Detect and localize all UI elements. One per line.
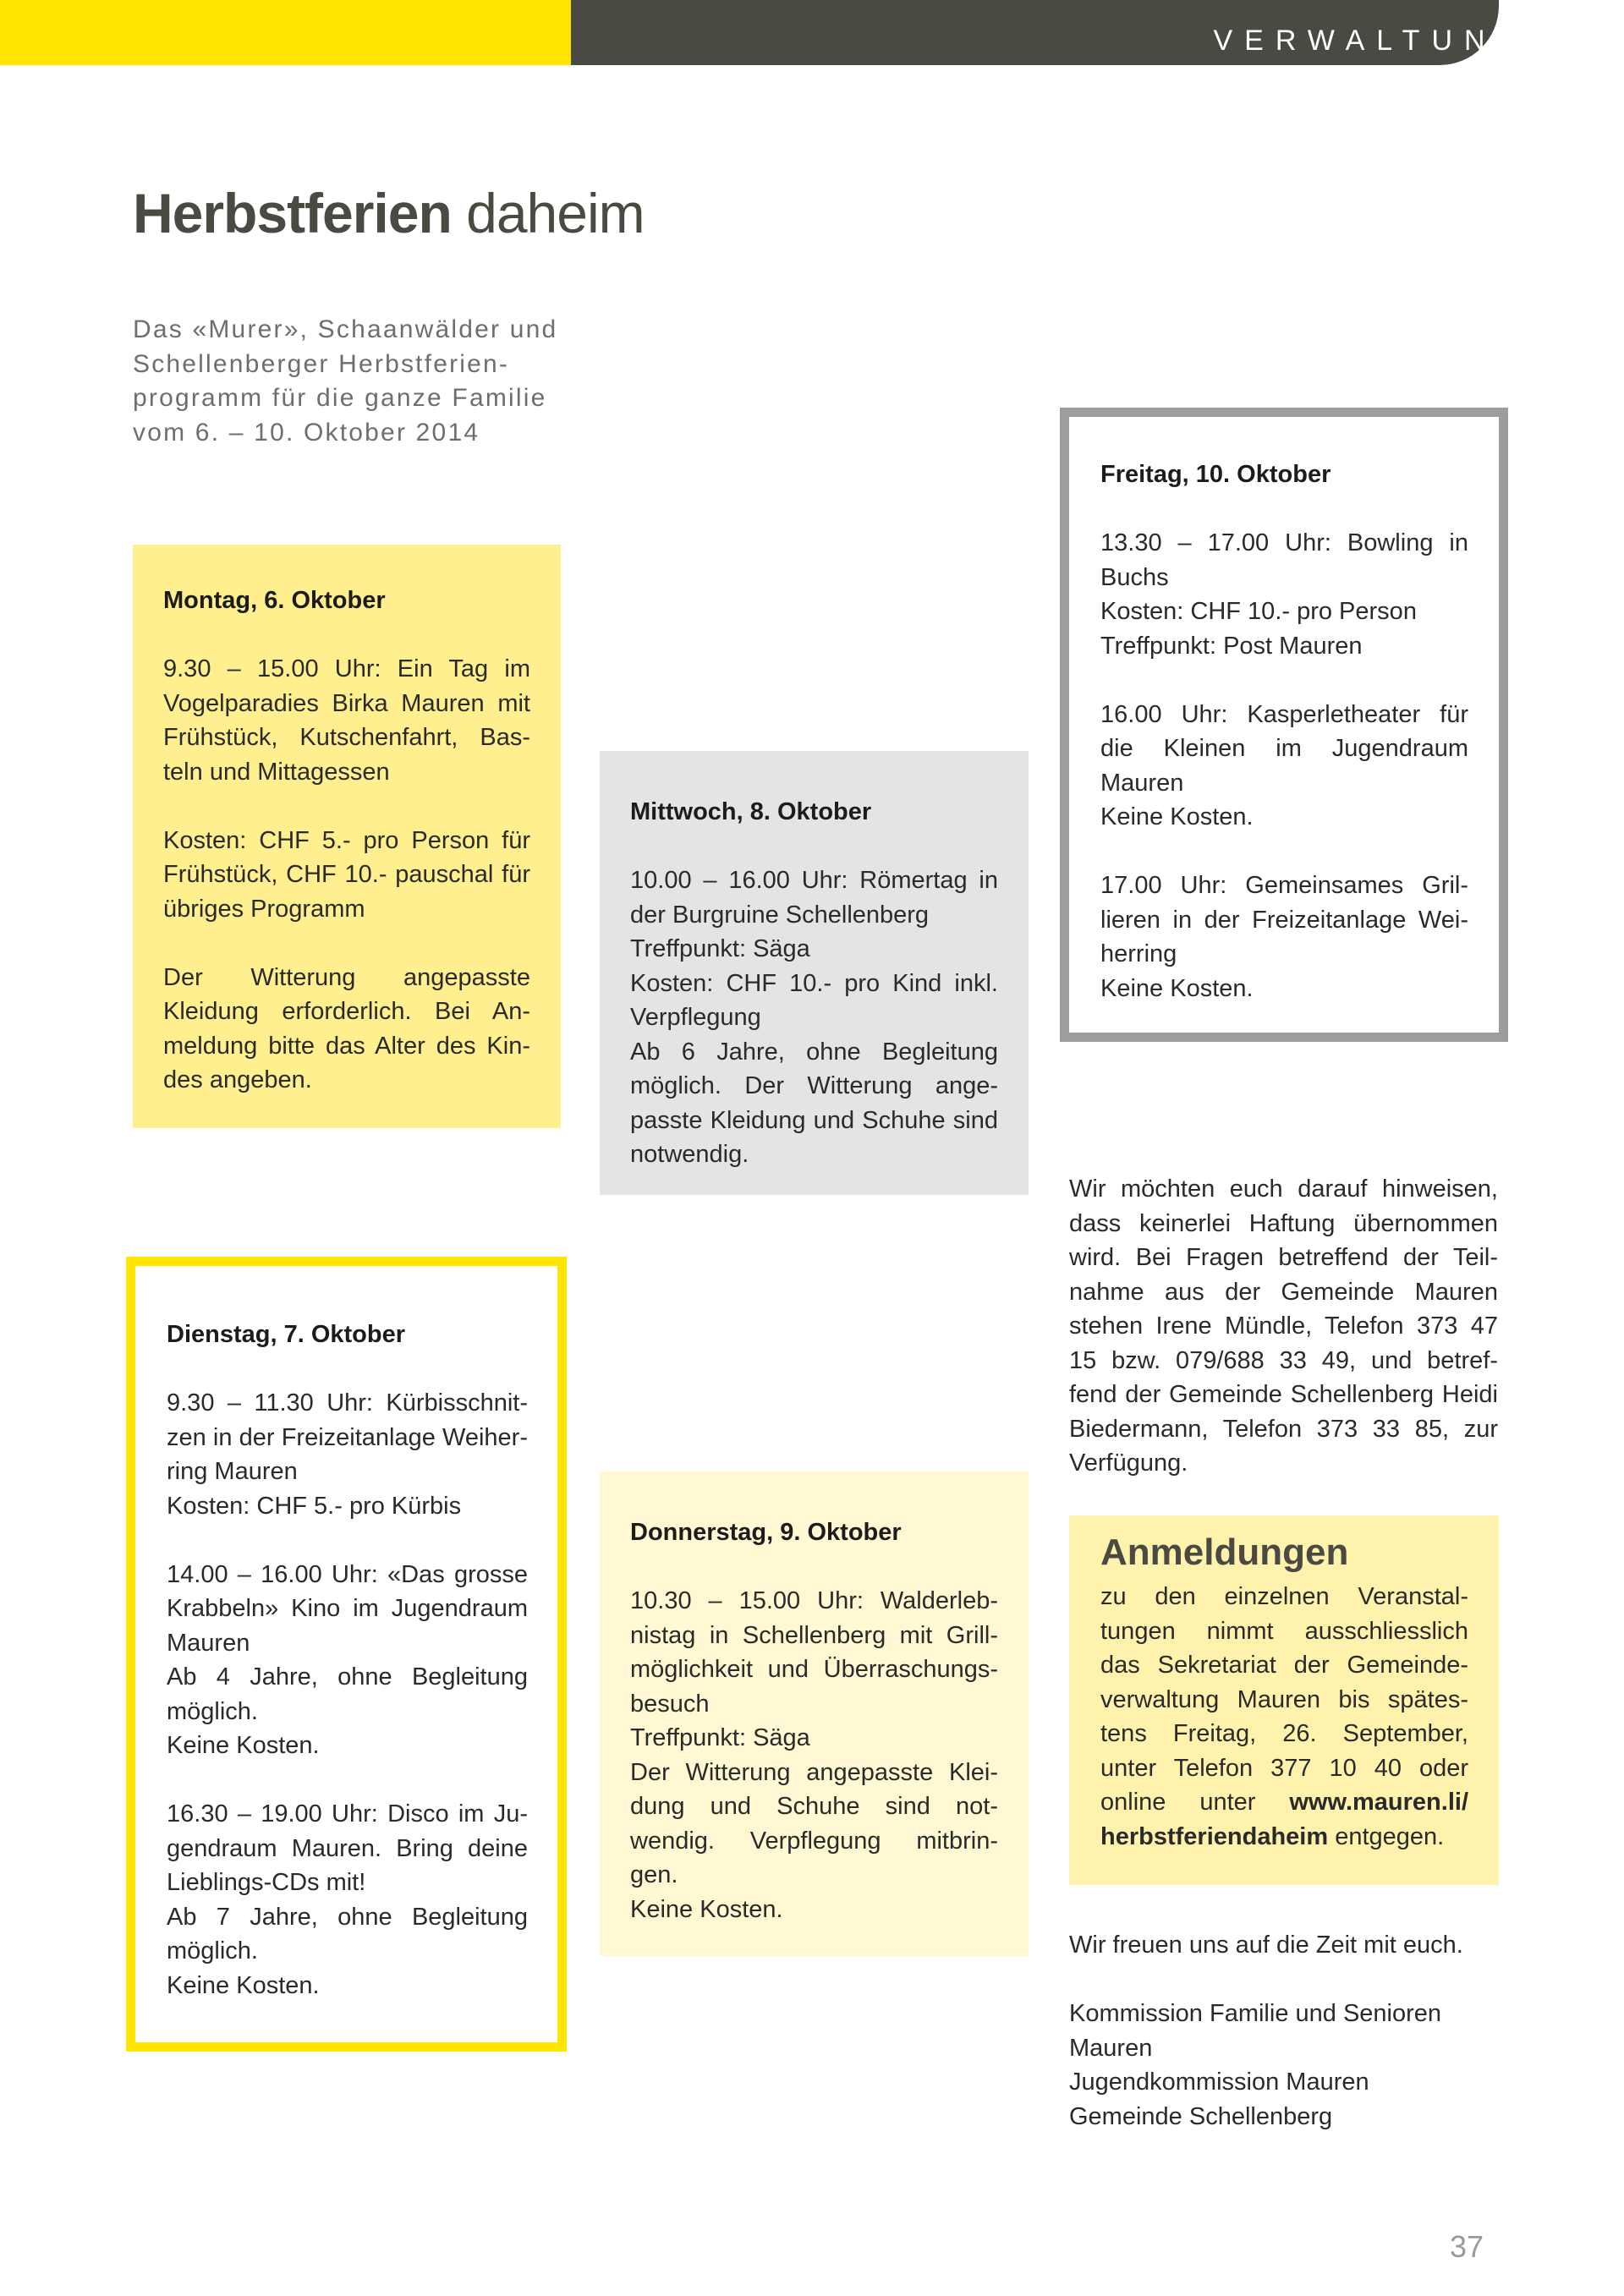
tuesday-line: möglich. — [167, 1697, 258, 1725]
registration-line: das Sekretariat der Gemeinde- — [1100, 1652, 1468, 1679]
closing-line: Wir freuen uns auf die Zeit mit euch. — [1069, 1932, 1463, 1959]
registration-online-line — [1100, 1785, 1468, 1820]
thursday-line: Keine Kosten. — [630, 1895, 783, 1923]
friday-line: Kosten: CHF 10.- pro Person — [1100, 598, 1417, 625]
friday-line: Mauren — [1100, 769, 1184, 797]
registration-url-link[interactable]: www.mauren.li/ — [1289, 1789, 1468, 1816]
title-light: daheim — [451, 182, 645, 244]
header-band-yellow — [0, 0, 571, 65]
thursday-line: Treffpunkt: Säga — [630, 1724, 810, 1751]
intro-line: programm für die ganze Familie — [133, 384, 547, 412]
friday-line: Treffpunkt: Post Mauren — [1100, 632, 1363, 660]
friday-line: 16.00 Uhr: Kasperletheater für — [1100, 700, 1468, 728]
intro-line: Schellenberger Herbstferien- — [133, 349, 510, 378]
monday-line: Frühstück, CHF 10.- pauschal für — [163, 861, 530, 888]
tuesday-heading: Dienstag, 7. Oktober — [167, 1321, 406, 1348]
notice-line: 15 bzw. 079/688 33 49, und betref- — [1069, 1346, 1498, 1374]
tuesday-box — [126, 1257, 567, 2052]
monday-line: teln und Mittagessen — [163, 758, 390, 786]
friday-heading: Freitag, 10. Oktober — [1100, 461, 1331, 488]
monday-line: Kosten: CHF 5.- pro Person für — [163, 826, 530, 854]
monday-line: Vogelparadies Birka Mauren mit — [163, 689, 530, 717]
monday-line: übriges Programm — [163, 895, 365, 923]
page-title — [133, 179, 645, 247]
notice-line: Wir möchten euch darauf hinweisen, — [1069, 1175, 1498, 1203]
wednesday-line: Treffpunkt: Säga — [630, 935, 810, 962]
monday-box — [133, 545, 561, 1128]
wednesday-line: Kosten: CHF 10.- pro Kind inkl. — [630, 969, 998, 997]
thursday-line: besuch — [630, 1690, 710, 1718]
section-label: VERWALTUNG — [1213, 25, 1531, 57]
tuesday-line: 16.30 – 19.00 Uhr: Disco im Ju- — [167, 1800, 528, 1827]
registration-suffix: entgegen. — [1328, 1822, 1445, 1850]
registration-url-line — [1100, 1820, 1468, 1855]
thursday-line: Der Witterung angepasste Klei- — [630, 1758, 998, 1786]
thursday-line: dung und Schuhe sind not- — [630, 1793, 998, 1820]
signoff-line: Kommission Familie und Senioren — [1069, 2000, 1442, 2027]
intro-text — [133, 313, 573, 450]
wednesday-line: der Burgruine Schellenberg — [630, 901, 930, 929]
wednesday-box — [600, 751, 1029, 1195]
monday-line: meldung bitte das Alter des Kin- — [163, 1032, 530, 1060]
tuesday-line: ring Mauren — [167, 1458, 298, 1485]
page-number: 37 — [1449, 2229, 1484, 2264]
title-bold: Herbstferien — [133, 182, 452, 244]
wednesday-line: Verpflegung — [630, 1004, 761, 1031]
registration-heading: Anmeldungen — [1100, 1532, 1349, 1573]
monday-line: Frühstück, Kutschenfahrt, Bas- — [163, 724, 530, 751]
registration-line: tens Freitag, 26. September, — [1100, 1720, 1468, 1747]
tuesday-line: Ab 7 Jahre, ohne Begleitung — [167, 1903, 528, 1931]
tuesday-line: zen in der Freizeitanlage Weiher- — [167, 1423, 528, 1451]
tuesday-line: Keine Kosten. — [167, 1971, 320, 1999]
wednesday-line: Ab 6 Jahre, ohne Begleitung — [630, 1038, 998, 1066]
wednesday-line: 10.00 – 16.00 Uhr: Römertag in — [630, 867, 998, 894]
tuesday-line: Keine Kosten. — [167, 1732, 320, 1759]
thursday-line: 10.30 – 15.00 Uhr: Walderleb- — [630, 1587, 998, 1614]
wednesday-heading: Mittwoch, 8. Oktober — [630, 798, 872, 825]
notice-line: Verfügung. — [1069, 1449, 1188, 1477]
tuesday-line: gendraum Mauren. Bring deine — [167, 1834, 528, 1862]
notice-line: stehen Irene Mündle, Telefon 373 47 — [1069, 1312, 1498, 1340]
friday-line: 13.30 – 17.00 Uhr: Bowling in — [1100, 529, 1468, 556]
registration-line: zu den einzelnen Veranstal- — [1100, 1583, 1468, 1610]
intro-line: Das «Murer», Schaanwälder und — [133, 315, 558, 343]
thursday-heading: Donnerstag, 9. Oktober — [630, 1519, 902, 1546]
tuesday-line: Mauren — [167, 1629, 250, 1657]
thursday-box — [600, 1471, 1029, 1956]
signoff — [1069, 1997, 1498, 2134]
monday-line: Der Witterung angepasste — [163, 963, 530, 991]
registration-line: tungen nimmt ausschliesslich — [1100, 1617, 1468, 1645]
liability-notice — [1069, 1172, 1498, 1481]
registration-box — [1069, 1515, 1499, 1885]
thursday-line: möglichkeit und Überraschungs- — [630, 1656, 998, 1683]
wednesday-line: möglich. Der Witterung ange- — [630, 1072, 998, 1099]
monday-line: 9.30 – 15.00 Uhr: Ein Tag im — [163, 655, 530, 682]
thursday-line: gen. — [630, 1861, 678, 1888]
friday-line: lieren in der Freizeitanlage Wei- — [1100, 906, 1468, 934]
tuesday-line: Lieblings-CDs mit! — [167, 1869, 366, 1896]
signoff-line: Gemeinde Schellenberg — [1069, 2102, 1333, 2130]
notice-line: wird. Bei Fragen betreffend der Teil- — [1069, 1244, 1498, 1271]
intro-line: vom 6. – 10. Oktober 2014 — [133, 418, 480, 447]
registration-url-link-cont[interactable]: herbstferiendaheim — [1100, 1822, 1329, 1850]
signoff-line: Mauren — [1069, 2034, 1153, 2062]
friday-line: Keine Kosten. — [1100, 974, 1254, 1002]
notice-line: Biedermann, Telefon 373 33 85, zur — [1069, 1415, 1498, 1443]
friday-line: herring — [1100, 940, 1177, 967]
monday-line: Kleidung erforderlich. Bei An- — [163, 998, 530, 1025]
friday-line: Buchs — [1100, 563, 1169, 591]
tuesday-line: 14.00 – 16.00 Uhr: «Das grosse — [167, 1560, 528, 1588]
closing-text — [1069, 1928, 1498, 1963]
friday-box — [1060, 408, 1508, 1042]
notice-line: dass keinerlei Haftung übernommen — [1069, 1209, 1498, 1237]
wednesday-line: passte Kleidung und Schuhe sind — [630, 1106, 998, 1134]
tuesday-line: Krabbeln» Kino im Jugendraum — [167, 1595, 528, 1622]
friday-line: 17.00 Uhr: Gemeinsames Gril- — [1100, 872, 1468, 899]
registration-line: verwaltung Mauren bis spätes- — [1100, 1685, 1468, 1713]
notice-line: fend der Gemeinde Schellenberg Heidi — [1069, 1381, 1498, 1408]
tuesday-line: Kosten: CHF 5.- pro Kürbis — [167, 1492, 462, 1520]
monday-line: des angeben. — [163, 1066, 312, 1093]
friday-line: Keine Kosten. — [1100, 803, 1254, 830]
tuesday-line: Ab 4 Jahre, ohne Begleitung — [167, 1663, 528, 1690]
wednesday-line: notwendig. — [630, 1141, 749, 1168]
signoff-line: Jugendkommission Mauren — [1069, 2069, 1369, 2096]
monday-heading: Montag, 6. Oktober — [163, 587, 386, 614]
thursday-line: nistag in Schellenberg mit Grill- — [630, 1621, 998, 1649]
registration-online-prefix: online unter — [1100, 1789, 1290, 1816]
thursday-line: wendig. Verpflegung mitbrin- — [630, 1827, 998, 1855]
tuesday-line: 9.30 – 11.30 Uhr: Kürbisschnit- — [167, 1389, 528, 1417]
friday-line: die Kleinen im Jugendraum — [1100, 735, 1468, 762]
registration-line: unter Telefon 377 10 40 oder — [1100, 1754, 1468, 1782]
tuesday-line: möglich. — [167, 1937, 258, 1964]
notice-line: nahme aus der Gemeinde Mauren — [1069, 1278, 1498, 1306]
